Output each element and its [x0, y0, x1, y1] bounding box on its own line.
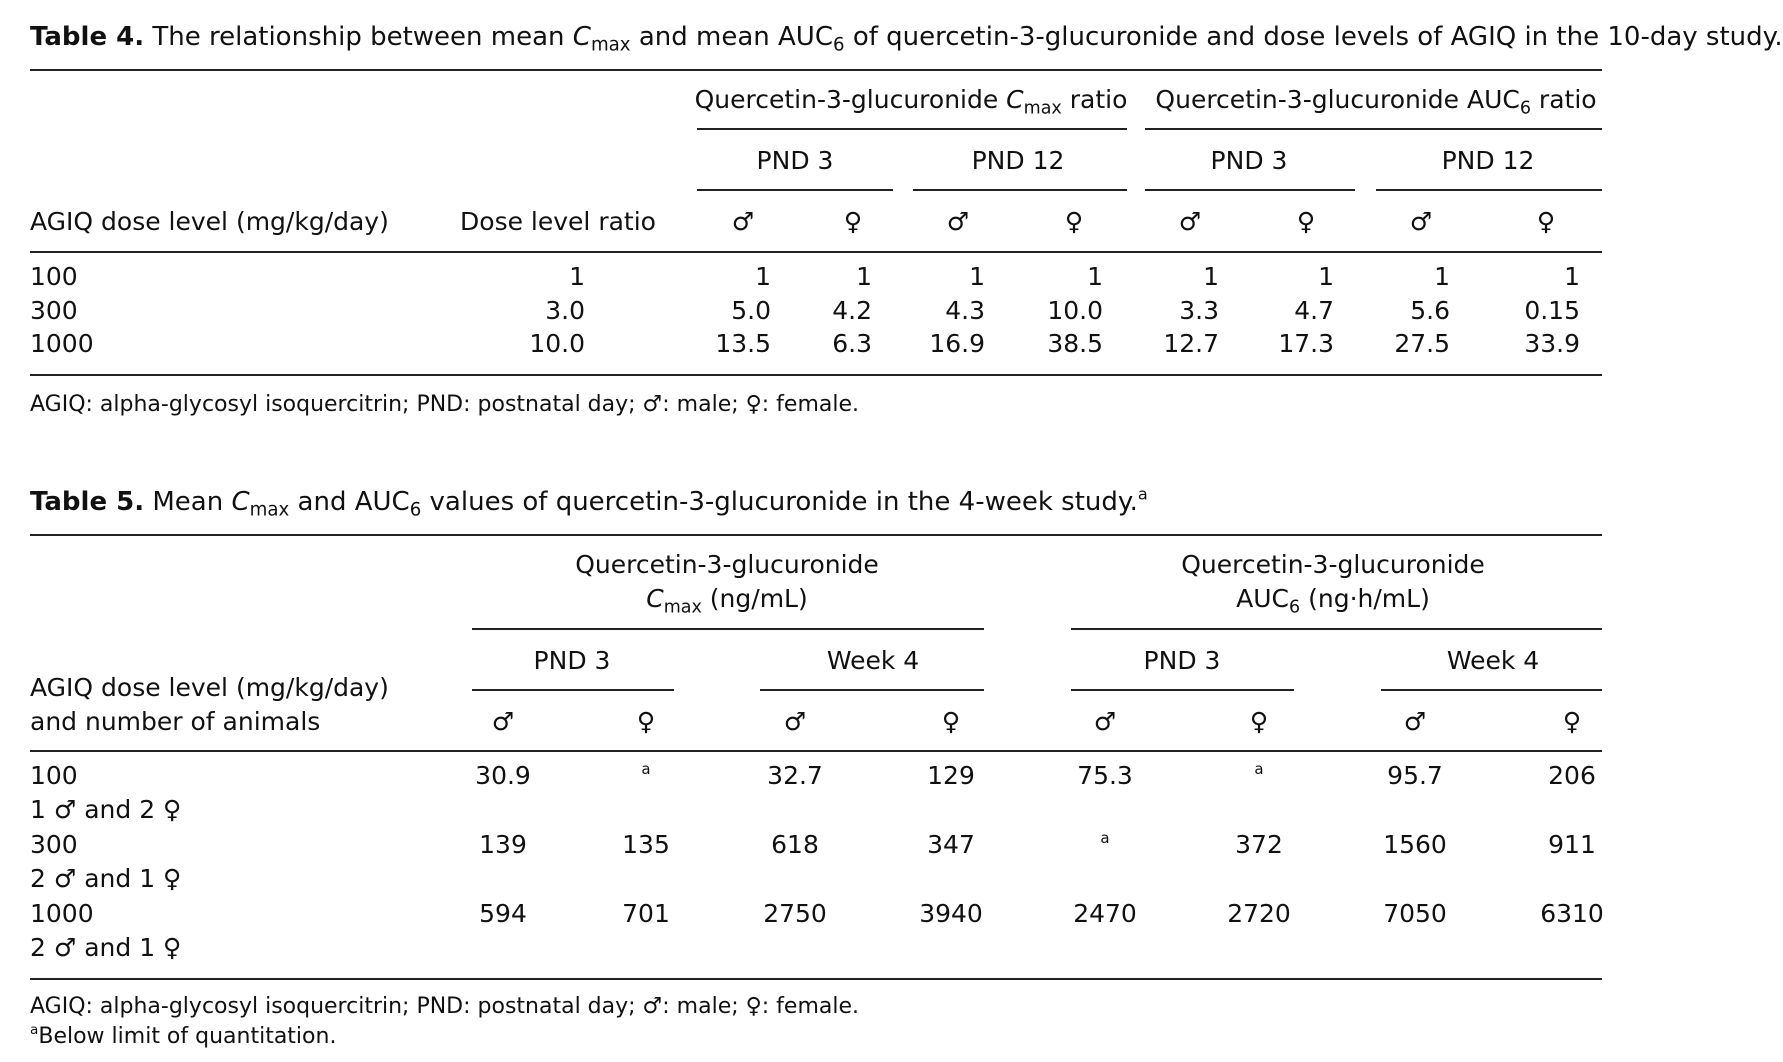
table5-group-rule	[472, 628, 984, 630]
table5-sex-female: ♀	[941, 707, 961, 736]
table5-subgroup: PND 3	[533, 646, 611, 675]
table4-title-part: The relationship between mean	[144, 22, 573, 52]
table4-subgroup: PND 3	[756, 146, 834, 175]
table4-cell: 6.3	[832, 329, 872, 358]
table5-col-dose-line2: and number of animals	[30, 707, 321, 736]
table5-sex-male: ♂	[1403, 707, 1427, 736]
table5-cell-blq: a	[1254, 760, 1264, 778]
table4-cell: 4.2	[832, 296, 872, 325]
table4-cell: 1	[1564, 262, 1580, 291]
table4-dose: 1000	[30, 329, 94, 358]
table5-cell: 1560	[1383, 830, 1447, 859]
table4-cell: 16.9	[929, 329, 985, 358]
table5-cell: 7050	[1383, 899, 1447, 928]
table5-animals: 2 ♂ and 1 ♀	[30, 864, 182, 893]
table4-cell: 38.5	[1047, 329, 1103, 358]
table5-sex-male: ♂	[1093, 707, 1117, 736]
table5-footnote-text: Below limit of quantitation.	[38, 1024, 337, 1049]
table4-title-part: and mean AUC	[630, 22, 833, 52]
table5-group-auc	[1181, 548, 1485, 616]
table5-bottom-rule	[30, 978, 1602, 980]
table5-cell: 6310	[1540, 899, 1604, 928]
table4-sex-male: ♂	[1178, 207, 1202, 236]
table5-subgroup-rule	[472, 689, 674, 691]
table5-sex-female: ♀	[1562, 707, 1582, 736]
table5-group-cmax	[575, 548, 879, 616]
table4-ratio: 10.0	[529, 329, 585, 358]
table5-subgroup-rule	[1381, 689, 1602, 691]
table4-footnote: AGIQ: alpha-glycosyl isoquercitrin; PND: postnatal day; ♂: male; ♀: female.	[30, 392, 859, 417]
table4-caption	[30, 22, 1783, 56]
table4-cell: 1	[755, 262, 771, 291]
table4-cell: 0.15	[1524, 296, 1580, 325]
table4-bottom-rule	[30, 374, 1602, 376]
table4-sex-female: ♀	[1064, 207, 1084, 236]
table5-header-rule	[30, 750, 1602, 752]
table4-col-ratio: Dose level ratio	[460, 207, 656, 236]
table5-group-auc-line2: $AUC_6$ (ng·h/mL)	[1236, 584, 1430, 618]
table5-cell-blq: a	[641, 760, 651, 778]
table4-group-auc: Quercetin-3-glucuronide $AUC_6$ ratio	[1155, 85, 1597, 119]
table4-subgroup-rule	[1145, 189, 1355, 191]
table5-cell: 701	[622, 899, 670, 928]
table5-sex-female: ♀	[636, 707, 656, 736]
table4-cell: 4.7	[1294, 296, 1334, 325]
table5-cell: 347	[927, 830, 975, 859]
table5-col-dose-line1: AGIQ dose level (mg/kg/day)	[30, 673, 389, 702]
table4-cell: 27.5	[1394, 329, 1450, 358]
table5-group-rule	[1071, 628, 1602, 630]
table4-cell: 1	[1434, 262, 1450, 291]
table4-sex-female: ♀	[1536, 207, 1556, 236]
table4-title-max: max	[590, 34, 631, 56]
table5-cell: 3940	[919, 899, 983, 928]
table5-label: Table 5.	[30, 487, 145, 517]
table4-subgroup: PND 12	[1441, 146, 1535, 175]
table5-caption	[30, 484, 1148, 521]
table4-sex-female: ♀	[843, 207, 863, 236]
table5-footnote-blq	[30, 1024, 336, 1049]
table5-cell: 2720	[1227, 899, 1291, 928]
table5-top-rule	[30, 534, 1602, 536]
table5-animals: 1 ♂ and 2 ♀	[30, 795, 182, 824]
table5-cell: 129	[927, 761, 975, 790]
table5-sex-female: ♀	[1249, 707, 1269, 736]
table4-cell: 4.3	[945, 296, 985, 325]
table5-sex-male: ♂	[783, 707, 807, 736]
table5-subgroup-rule	[1071, 689, 1294, 691]
table5-title-max: max	[249, 499, 290, 521]
table4-title-part: of quercetin-3-glucuronide and dose levels of AGIQ in the 10-day study.	[844, 22, 1783, 52]
table5-cell: 372	[1235, 830, 1283, 859]
table4-subgroup: PND 12	[971, 146, 1065, 175]
table4-sex-male: ♂	[731, 207, 755, 236]
table4-cell: 33.9	[1524, 329, 1580, 358]
table5-cell: 30.9	[475, 761, 531, 790]
table4-ratio: 1	[569, 262, 585, 291]
table4-label: Table 4.	[30, 22, 145, 52]
table4-cell: 10.0	[1047, 296, 1103, 325]
table4-cell: 17.3	[1278, 329, 1334, 358]
table5-group-cmax-line1: Quercetin-3-glucuronide	[575, 550, 879, 579]
table4-dose: 100	[30, 262, 78, 291]
table5-subgroup: Week 4	[1446, 646, 1540, 675]
table5-footnote-sup: a	[30, 1022, 39, 1039]
table5-group-auc-line1: Quercetin-3-glucuronide	[1181, 550, 1485, 579]
table5-animals: 2 ♂ and 1 ♀	[30, 933, 182, 962]
table5-cell: 32.7	[767, 761, 823, 790]
table5-cell: 2470	[1073, 899, 1137, 928]
table5-cell-blq: a	[1100, 829, 1110, 847]
table5-footnote: AGIQ: alpha-glycosyl isoquercitrin; PND: postnatal day; ♂: male; ♀: female.	[30, 994, 859, 1019]
table4-subgroup-rule	[913, 189, 1127, 191]
table5-cell: 139	[479, 830, 527, 859]
table5-title-part: Mean	[144, 487, 232, 517]
table4-cell: 1	[1203, 262, 1219, 291]
table5-dose: 1000	[30, 899, 94, 928]
table5-dose: 100	[30, 761, 78, 790]
table4-group-rule	[1145, 128, 1602, 130]
table5-title-part: and AUC	[289, 487, 410, 517]
table4-subgroup: PND 3	[1210, 146, 1288, 175]
table4-cell: 12.7	[1163, 329, 1219, 358]
table5-title-part: values of quercetin-3-glucuronide in the 4-week study.	[421, 487, 1138, 517]
table4-title-c: C	[572, 22, 591, 52]
table4-cell: 13.5	[715, 329, 771, 358]
table4-subgroup-rule	[1376, 189, 1602, 191]
table4-title-six: 6	[833, 34, 845, 56]
table4-top-rule	[30, 69, 1602, 71]
table5-title-c: C	[231, 487, 250, 517]
table4-group-rule	[697, 128, 1127, 130]
table4-cell: 1	[1087, 262, 1103, 291]
table4-group-cmax: Quercetin-3-glucuronide $C_{max}$ ratio	[694, 85, 1128, 119]
table5-cell: 594	[479, 899, 527, 928]
table4-sex-male: ♂	[1409, 207, 1433, 236]
table5-dose: 300	[30, 830, 78, 859]
table5-cell: 206	[1548, 761, 1596, 790]
table4-col-dose: AGIQ dose level (mg/kg/day)	[30, 207, 389, 236]
table5-title-sup: a	[1137, 484, 1148, 504]
table5-cell: 2750	[763, 899, 827, 928]
table4-cell: 1	[856, 262, 872, 291]
table4-dose: 300	[30, 296, 78, 325]
table5-sex-male: ♂	[491, 707, 515, 736]
table5-title-six: 6	[409, 499, 422, 521]
table5-subgroup: Week 4	[826, 646, 920, 675]
table4-cell: 5.0	[731, 296, 771, 325]
table4-sex-female: ♀	[1296, 207, 1316, 236]
table5-cell: 75.3	[1077, 761, 1133, 790]
table5-cell: 911	[1548, 830, 1596, 859]
table5-cell: 95.7	[1387, 761, 1443, 790]
table4-cell: 5.6	[1410, 296, 1450, 325]
table4-subgroup-rule	[697, 189, 893, 191]
table5-group-cmax-line2: $C_{max}$ (ng/mL)	[646, 584, 808, 618]
table4-cell: 3.3	[1179, 296, 1219, 325]
table4-cell: 1	[969, 262, 985, 291]
table5-subgroup-rule	[760, 689, 984, 691]
table4-cell: 1	[1318, 262, 1334, 291]
table4-sex-male: ♂	[946, 207, 970, 236]
table5-cell: 618	[771, 830, 819, 859]
table4-ratio: 3.0	[545, 296, 585, 325]
table4-header-rule	[30, 251, 1602, 253]
table5-subgroup: PND 3	[1143, 646, 1221, 675]
table5-cell: 135	[622, 830, 670, 859]
